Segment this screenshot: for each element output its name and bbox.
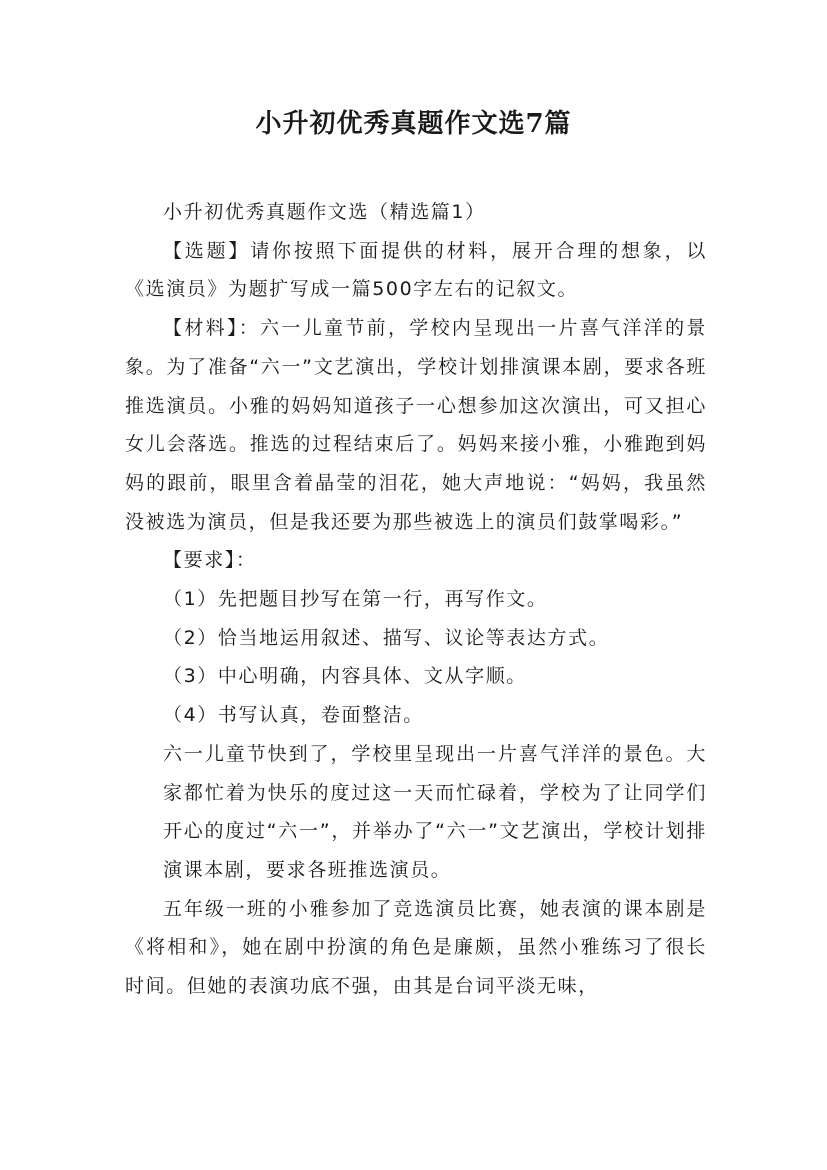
- document-body: [125, 193, 707, 1006]
- material-paragraph: 【材料】：六一儿童节前，学校内呈现出一片喜气洋洋的景象。为了准备“六一”文艺演出，学校计划排演课本剧，要求各班推选演员。小雅的妈妈知道孩子一心想参加这次演出，可又担心女儿会落选。推选的过程结束后了。妈妈来接小雅，小雅跑到妈妈的跟前，眼里含着晶莹的泪花，她大声地说：“妈妈，我虽然没被选为演员，但是我还要为那些被选上的演员们鼓掌喝彩。”: [125, 317, 707, 533]
- essay-paragraph: 五年级一班的小雅参加了竞选演员比赛，她表演的课本剧是《将相和》，她在剧中扮演的角色是廉颇，虽然小雅练习了很长时间。但她的表演功底不强，由其是台词平淡无味，: [125, 897, 707, 998]
- requirements-heading: 【要求】：: [163, 549, 257, 572]
- requirement-item: （1）先把题目抄写在第一行，再写作文。: [163, 588, 548, 611]
- section-heading: 小升初优秀真题作文选（精选篇1）: [163, 201, 486, 223]
- requirement-item: （4）书写认真，卷面整洁。: [163, 704, 424, 727]
- topic-paragraph: 【选题】请你按照下面提供的材料，展开合理的想象，以《选演员》为题扩写成一篇500字左右的记叙文。: [125, 239, 707, 301]
- requirement-item: （2）恰当地运用叙述、描写、议论等表达方式。: [163, 626, 610, 649]
- document-title: 小升初优秀真题作文选7篇: [255, 109, 572, 139]
- requirement-item: （3）中心明确，内容具体、文从字顺。: [163, 665, 527, 688]
- essay-paragraph: 六一儿童节快到了，学校里呈现出一片喜气洋洋的景色。大家都忙着为快乐的度过这一天而忙碌着，学校为了让同学们开心的度过“六一”，并举办了“六一”文艺演出，学校计划排演课本剧，要求各班推选演员。: [163, 742, 707, 881]
